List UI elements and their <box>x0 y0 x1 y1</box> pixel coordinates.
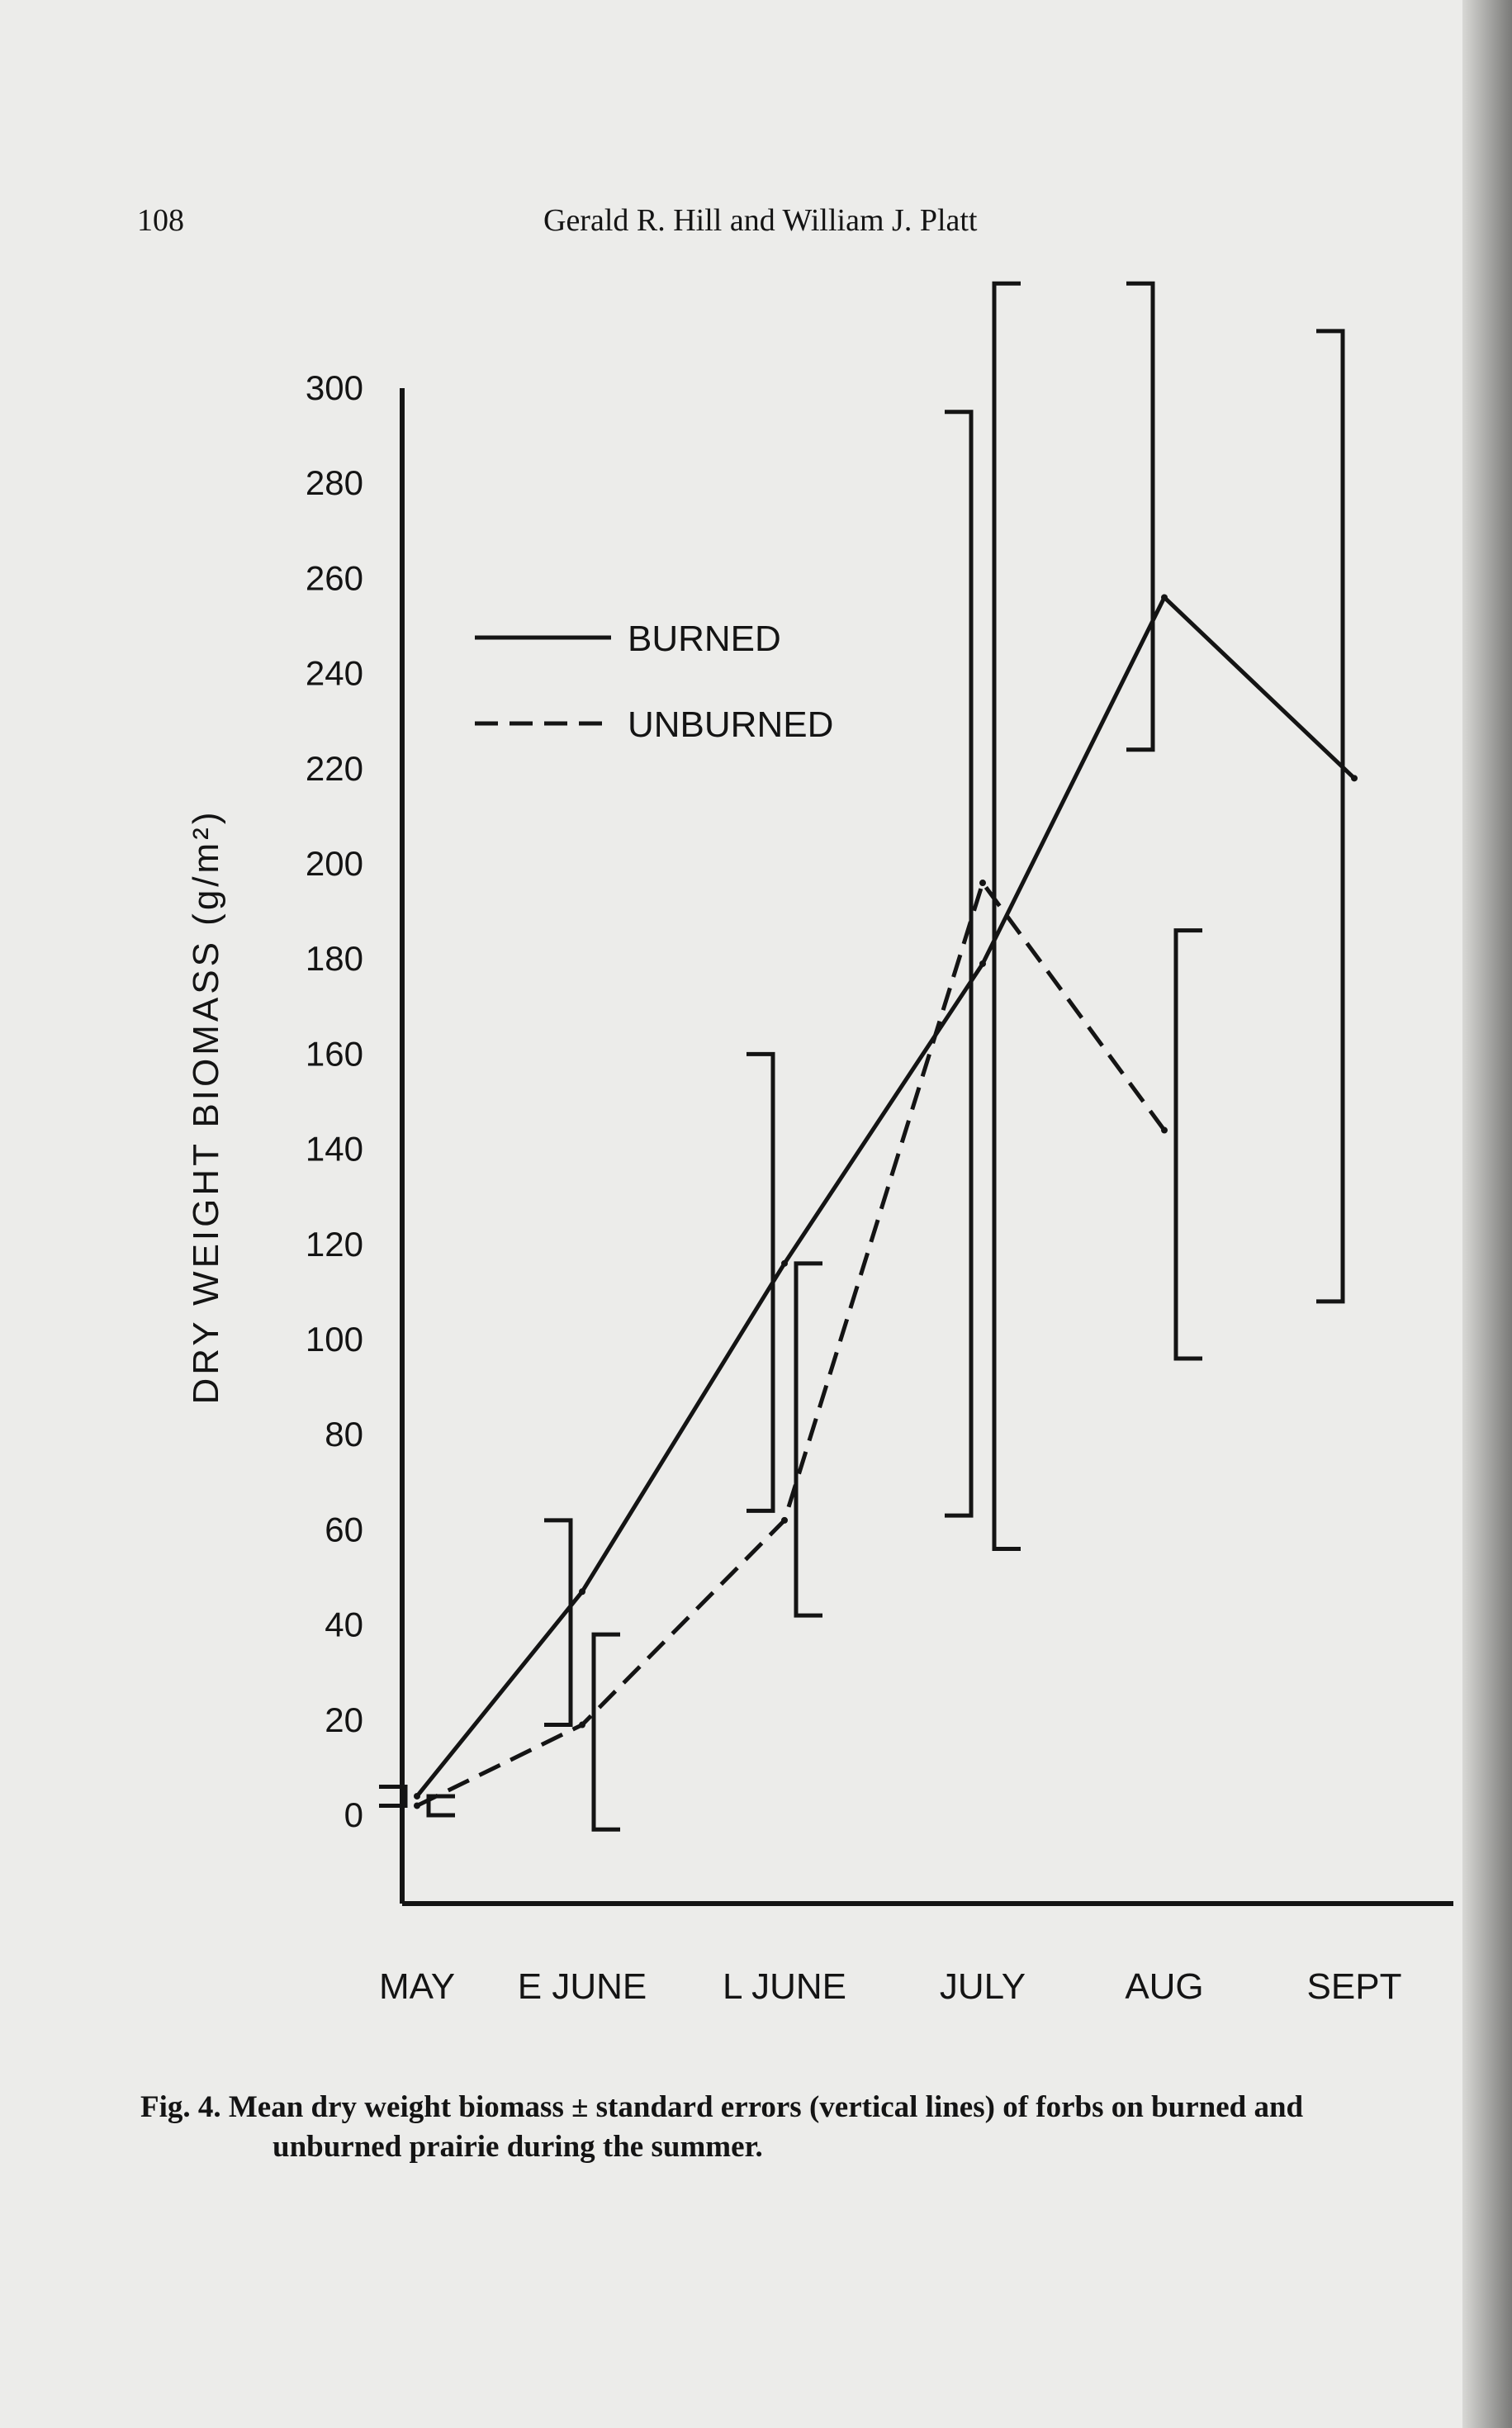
burned-data-point <box>979 960 986 967</box>
error-bracket <box>1176 931 1202 1359</box>
running-head: Gerald R. Hill and William J. Platt <box>543 203 978 238</box>
y-tick-label: 240 <box>305 653 363 693</box>
burned-data-point <box>1161 594 1168 600</box>
unburned-data-point <box>1161 1127 1168 1134</box>
y-tick-label: 0 <box>344 1795 363 1834</box>
legend-unburned-label: UNBURNED <box>628 704 834 745</box>
y-tick-label: 260 <box>305 558 363 598</box>
unburned-data-point <box>579 1722 585 1729</box>
y-tick-label: 20 <box>325 1700 363 1739</box>
unburned-data-point <box>979 880 986 886</box>
x-tick-label: L JUNE <box>723 1966 846 2007</box>
y-tick-label: 60 <box>325 1510 363 1549</box>
figure-caption <box>140 2088 1462 2167</box>
burned-data-point <box>579 1588 585 1595</box>
burned-data-point <box>781 1260 788 1267</box>
error-bracket <box>747 1054 773 1510</box>
y-tick-label: 300 <box>305 368 363 407</box>
caption-line-2: unburned prairie during the summer. <box>273 2130 763 2164</box>
y-tick-label: 80 <box>325 1415 363 1454</box>
burned-error-bar <box>1316 331 1343 1302</box>
unburned-line <box>417 883 1164 1805</box>
x-tick-label: AUG <box>1125 1966 1204 2007</box>
error-bracket <box>1126 283 1153 749</box>
burned-data-point <box>414 1793 420 1800</box>
y-tick-label: 140 <box>305 1129 363 1169</box>
unburned-data-point <box>414 1802 420 1809</box>
y-tick-label: 180 <box>305 939 363 979</box>
unburned-error-bar <box>594 1634 620 1829</box>
y-tick-label: 280 <box>305 463 363 503</box>
page-number: 108 <box>137 203 184 238</box>
burned-error-bar <box>1126 283 1153 749</box>
x-tick-label: E JUNE <box>517 1966 647 2007</box>
caption-line-1: Fig. 4. Mean dry weight biomass ± standard errors (vertical lines) of forbs on burned and <box>140 2090 1304 2124</box>
y-tick-label: 100 <box>305 1320 363 1359</box>
unburned-error-bar <box>1176 931 1202 1359</box>
error-bracket <box>1316 331 1343 1302</box>
y-axis-label: DRY WEIGHT BIOMASS (g/m²) <box>186 809 226 1405</box>
y-tick-label: 160 <box>305 1034 363 1074</box>
y-tick-label: 220 <box>305 748 363 788</box>
x-tick-label: JULY <box>939 1966 1026 2007</box>
burned-data-point <box>1351 775 1358 781</box>
y-tick-label: 200 <box>305 844 363 883</box>
y-tick-label: 120 <box>305 1224 363 1264</box>
burned-error-bar <box>747 1054 773 1510</box>
x-tick-label: MAY <box>378 1966 456 2007</box>
unburned-data-point <box>781 1517 788 1524</box>
y-tick-label: 40 <box>325 1605 363 1644</box>
x-tick-label: SEPT <box>1306 1966 1402 2007</box>
error-bracket <box>594 1634 620 1829</box>
legend-burned-label: BURNED <box>628 619 781 659</box>
